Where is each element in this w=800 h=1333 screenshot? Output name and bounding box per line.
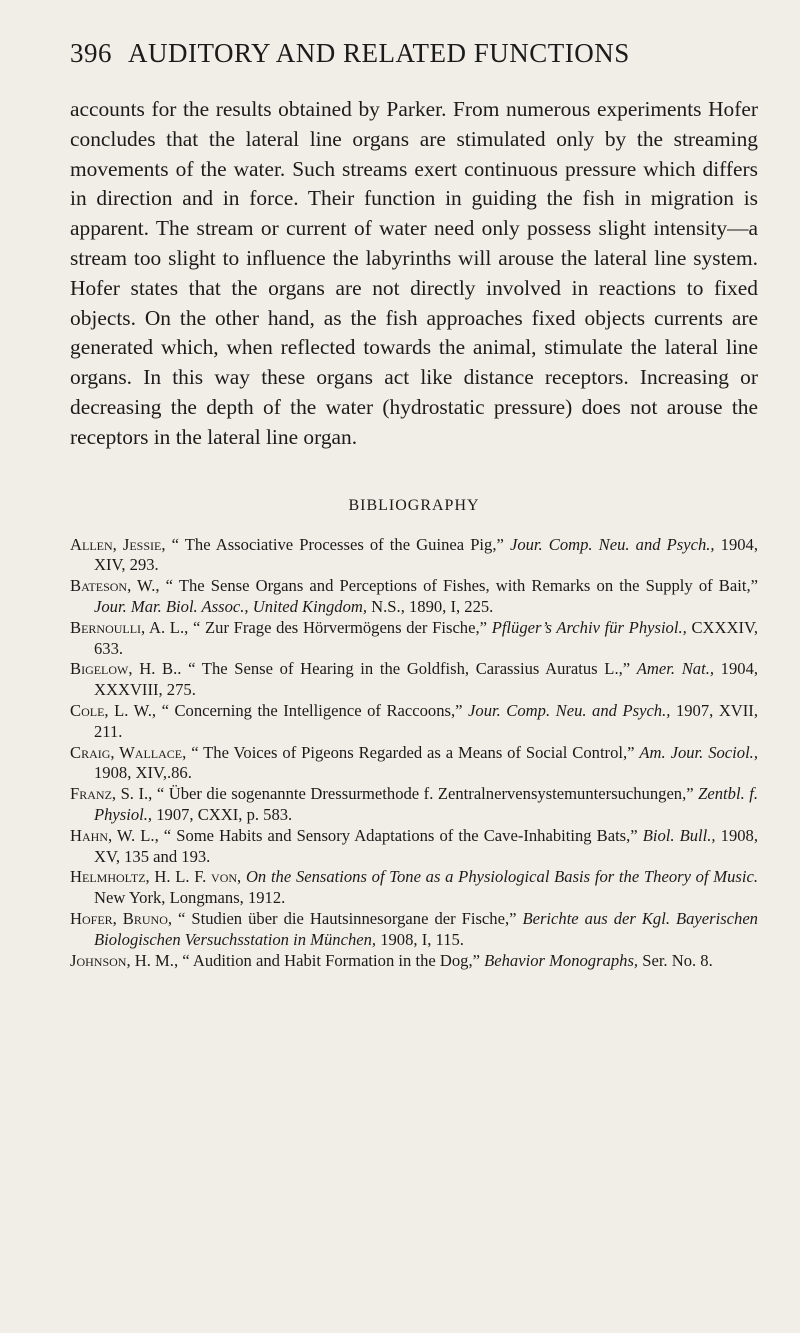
entry-details: New York, Longmans, 1912.: [94, 888, 286, 908]
entry-details: CXXXIV, 633.: [94, 617, 758, 658]
entry-author: Cole, L. W.,: [70, 700, 157, 720]
entry-details: N.S., 1890, I, 225.: [367, 596, 494, 616]
entry-journal: On the Sensations of Tone as a Physiological Basis for the Theory of Music.: [245, 867, 758, 887]
entry-author: Bigelow, H. B..: [70, 659, 182, 679]
entry-details: 1904, XIV, 293.: [94, 534, 758, 575]
entry-journal: Zentbl. f. Physiol.,: [94, 784, 758, 824]
entry-author: Franz, S. I.,: [70, 784, 153, 804]
bibliography-entry: [70, 826, 758, 868]
bibliography-entry: [70, 951, 758, 972]
bibliography-list: [70, 535, 758, 972]
entry-title: “ Concerning the Intelligence of Raccoons,”: [156, 700, 469, 720]
entry-author: Helmholtz, H. L. F. von,: [70, 867, 242, 887]
entry-details: 1907, XVII, 211.: [94, 700, 758, 741]
entry-details: 1907, CXXI, p. 583.: [152, 804, 293, 824]
bibliography-entry: [70, 535, 758, 577]
entry-details: 1908, I, 115.: [376, 929, 464, 949]
body-paragraph: accounts for the results obtained by Parker. From numerous experiments Hofer concludes that the lateral line organs are stimulated only by the streaming movements of the water. Such streams exert continuous pressure which differs in direction and in force. Their function in guiding the fish in migration is apparent. The stream or current of water need only possess slight intensity—a stream too slight to influence the labyrinths will arouse the lateral line system. Hofer states that the organs are not directly involved in reactions to fixed objects. On the other hand, as the fish approaches fixed objects currents are generated which, when reflected towards the animal, stimulate the lateral line organs. In this way these organs act like distance receptors. Increasing or decreasing the depth of the water (hydrostatic pressure) does not arouse the receptors in the lateral line organ.: [70, 97, 758, 449]
entry-title: “ Some Habits and Sensory Adaptations of the Cave-Inhabiting Bats,”: [158, 825, 643, 845]
entry-author: Allen, Jessie,: [70, 534, 166, 554]
entry-author: Bernoulli, A. L.,: [70, 617, 189, 637]
entry-journal: Jour. Comp. Neu. and Psych.,: [468, 700, 671, 720]
bibliography-entry: [70, 909, 758, 951]
bibliography-heading: BIBLIOGRAPHY: [348, 496, 480, 514]
entry-title: “ Über die sogenannte Dressurmethode f. Zentralnervensystemuntersuchungen,”: [152, 784, 699, 804]
entry-details: 1908, XV, 135 and 193.: [94, 825, 758, 866]
entry-author: Hofer, Bruno,: [70, 908, 173, 928]
entry-journal: Am. Jour. Sociol.,: [639, 742, 758, 762]
page-number: 396: [70, 38, 112, 68]
bibliography-entry: [70, 701, 758, 743]
bibliography-entry: [70, 784, 758, 826]
entry-details: 1904, XXXVIII, 275.: [94, 659, 759, 700]
entry-author: Bateson, W.,: [70, 576, 160, 596]
entry-journal: Behavior Monographs,: [484, 950, 639, 970]
entry-author: Johnson, H. M.,: [70, 950, 179, 970]
entry-details: Ser. No. 8.: [638, 950, 713, 970]
entry-title: “ Audition and Habit Formation in the Dog,”: [178, 950, 485, 970]
entry-title: “ The Voices of Pigeons Regarded as a Means of Social Control,”: [186, 742, 640, 762]
bibliography-entry: [70, 618, 758, 660]
entry-title: “ The Associative Processes of the Guinea Pig,”: [165, 534, 510, 554]
entry-title: “ Zur Frage des Hörvermögens der Fische,”: [188, 617, 492, 637]
entry-author: Hahn, W. L.,: [70, 825, 159, 845]
entry-title: “ Studien über die Hautsinnesorgane der Fische,”: [172, 908, 523, 928]
entry-journal: Pflüger’s Archiv für Physiol.,: [491, 617, 687, 637]
entry-journal: Biol. Bull.,: [642, 825, 716, 845]
bibliography-entry: [70, 659, 758, 701]
entry-journal: Amer. Nat.,: [636, 659, 714, 679]
entry-journal: Jour. Mar. Biol. Assoc., United Kingdom,: [94, 596, 368, 616]
chapter-title: AUDITORY AND RELATED FUNCTIONS: [128, 38, 630, 68]
bibliography-entry: [70, 867, 758, 909]
entry-title: “ The Sense of Hearing in the Goldfish, Carassius Auratus L.,”: [181, 659, 637, 679]
bibliography-entry: [70, 743, 758, 785]
running-head: [70, 40, 758, 67]
entry-author: Craig, Wallace,: [70, 742, 187, 762]
entry-journal: Berichte aus der Kgl. Bayerischen Biologischen Versuchsstation in München,: [94, 908, 758, 949]
entry-title: “ The Sense Organs and Perceptions of Fishes, with Remarks on the Supply of Bait,”: [159, 576, 758, 596]
entry-journal: Jour. Comp. Neu. and Psych.,: [509, 534, 715, 554]
bibliography-entry: [70, 576, 758, 618]
entry-details: 1908, XIV,.86.: [94, 763, 192, 783]
